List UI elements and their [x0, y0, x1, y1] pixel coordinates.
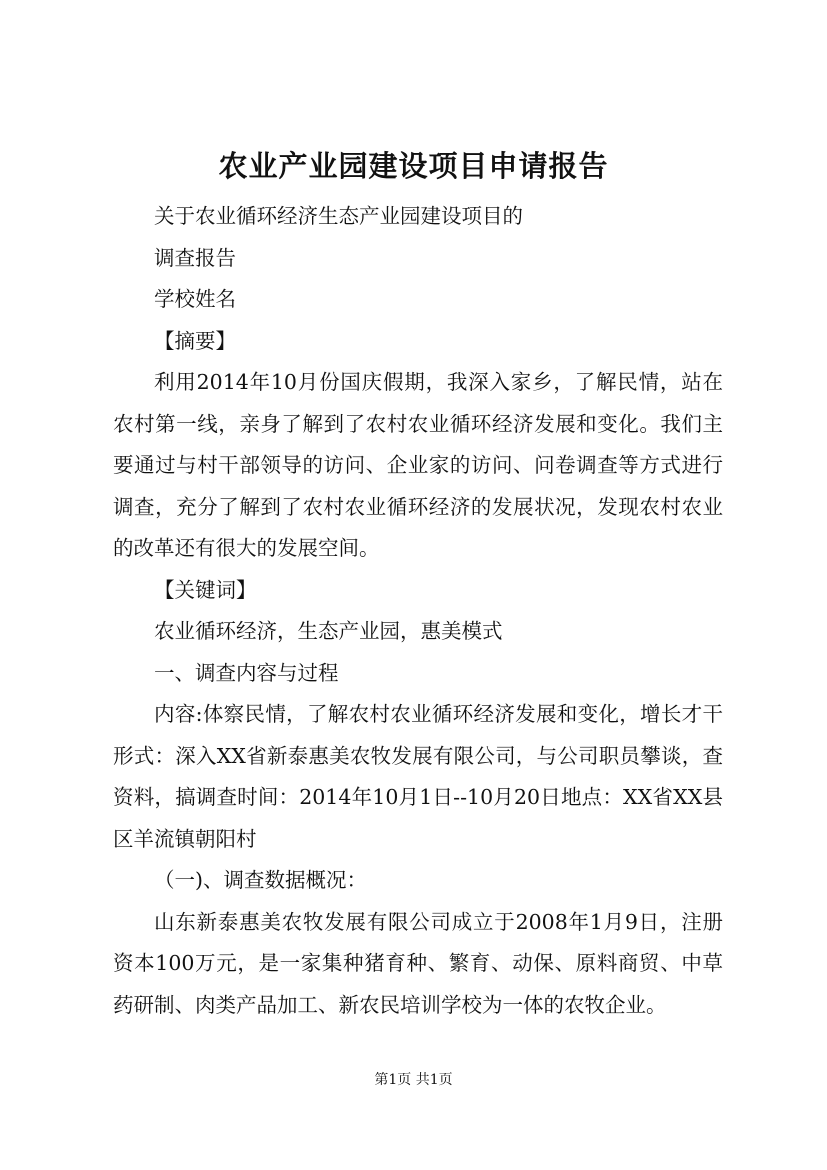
paragraph-report-type: 调查报告	[154, 245, 236, 270]
paragraph-company-overview: 山东新泰惠美农牧发展有限公司成立于2008年1月9日，注册资本100万元，是一家集种猪育种、繁育、动保、原料商贸、中草药研制、肉类产品加工、新农民培训学校为一体的农牧企业。	[113, 909, 723, 1017]
page-footer: 第1页 共1页	[374, 1072, 453, 1088]
heading-subsection-1: （一)、调查数据概况：	[154, 868, 367, 892]
heading-abstract: 【摘要】	[154, 328, 236, 353]
paragraph-content-details: 内容:体察民情，了解农村农业循环经济发展和变化，增长才干形式：深入XX省新泰惠美农牧发展有限公司，与公司职员攀谈，查资料，搞调查时间：2014年10月1日--10月20日地点：XX省XX县区羊流镇朝阳村	[113, 702, 723, 851]
document-body	[113, 196, 723, 1026]
paragraph-keywords: 农业循环经济，生态产业园，惠美模式	[154, 619, 503, 643]
paragraph-abstract: 利用2014年10月份国庆假期，我深入家乡，了解民情，站在农村第一线，亲身了解到了农村农业循环经济发展和变化。我们主要通过与村干部领导的访问、企业家的访问、问卷调查等方式进行调查，充分了解到了农村农业循环经济的发展状况，发现农村农业的改革还有很大的发展空间。	[113, 370, 723, 560]
heading-section-1: 一、调查内容与过程	[154, 660, 339, 685]
paragraph-subject: 关于农业循环经济生态产业园建设项目的	[154, 204, 523, 228]
heading-keywords: 【关键词】	[154, 577, 257, 602]
document-title: 农业产业园建设项目申请报告	[218, 149, 609, 183]
paragraph-school-name: 学校姓名	[154, 287, 236, 311]
